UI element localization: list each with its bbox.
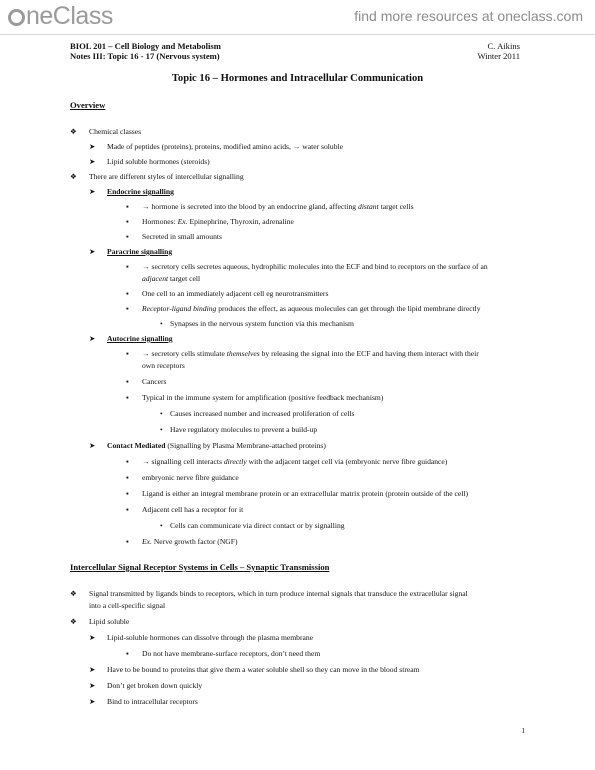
list-item: Signal transmitted by ligands binds to receptors, which in turn produce internal signals that transduce the extracellular signal: [89, 589, 468, 598]
list-item: Hormones: Ex. Epinephrine, Thyroxin, adrenaline: [142, 217, 294, 226]
subheading-contact: Contact Mediated (Signalling by Plasma Membrane-attached proteins): [107, 441, 326, 450]
page-number: 1: [521, 726, 525, 735]
list-item: embryonic nerve fibre guidance: [142, 473, 239, 482]
diamond-bullet-icon: ❖: [70, 617, 77, 626]
list-item: Typical in the immune system for amplification (positive feedback mechanism): [142, 393, 384, 402]
square-bullet-icon: ▪: [126, 289, 129, 298]
list-item: Have to be bound to proteins that give them a water soluble shell so they can move in the blood stream: [107, 665, 420, 674]
arrow-bullet-icon: ➤: [89, 633, 96, 642]
list-item: Adjacent cell has a receptor for it: [142, 505, 244, 514]
list-item: Causes increased number and increased proliferation of cells: [170, 409, 355, 418]
list-item: Lipid-soluble hormones can dissolve through the plasma membrane: [107, 633, 314, 642]
square-bullet-icon: ▪: [126, 473, 129, 482]
dot-bullet-icon: •: [160, 425, 163, 434]
list-item: → hormone is secreted into the blood by an endocrine gland, affecting distant target cells: [142, 202, 414, 211]
list-item-continuation: adjacent target cell: [142, 274, 201, 283]
list-item: Ligand is either an integral membrane protein or an extracellular matrix protein (protein outside of the cell): [142, 489, 468, 498]
square-bullet-icon: ▪: [126, 262, 129, 271]
dot-bullet-icon: •: [160, 409, 163, 418]
page-title: Topic 16 – Hormones and Intracellular Communication: [171, 73, 424, 84]
dot-bullet-icon: •: [160, 521, 163, 530]
section-heading-receptor-systems: Intercellular Signal Receptor Systems in Cells – Synaptic Transmission: [70, 562, 330, 572]
square-bullet-icon: ▪: [126, 304, 129, 313]
list-item: Lipid soluble: [89, 617, 130, 626]
list-item: One cell to an immediately adjacent cell eg neurotransmitters: [142, 289, 329, 298]
list-item: Have regulatory molecules to prevent a build-up: [170, 425, 318, 434]
list-item: Made of peptides (proteins), proteins, modified amino acids, → water soluble: [107, 142, 343, 151]
list-item: Synapses in the nervous system function via this mechanism: [170, 319, 354, 328]
list-item-continuation: own receptors: [142, 361, 185, 370]
square-bullet-icon: ▪: [126, 202, 129, 211]
site-header-bar: [0, 0, 595, 35]
arrow-bullet-icon: ➤: [89, 697, 96, 706]
arrow-bullet-icon: ➤: [89, 681, 96, 690]
square-bullet-icon: ▪: [126, 349, 129, 358]
arrow-bullet-icon: ➤: [89, 441, 96, 450]
course-title: BIOL 201 – Cell Biology and Metabolism: [70, 41, 221, 51]
list-item: Lipid soluble hormones (steroids): [107, 157, 210, 166]
subheading-paracrine: Paracrine signalling: [107, 247, 173, 256]
subheading-autocrine: Autocrine signalling: [107, 334, 173, 343]
subheading-endocrine: Endocrine signalling: [107, 187, 174, 196]
list-item: Secreted in small amounts: [142, 232, 222, 241]
list-item: Cancers: [142, 377, 167, 386]
list-item: → signalling cell interacts directly with the adjacent target cell via (embryonic nerve fibre guidance): [142, 457, 448, 466]
list-item: Cells can communicate via direct contact or by signalling: [170, 521, 345, 530]
list-item: There are different styles of intercellular signalling: [89, 172, 244, 181]
square-bullet-icon: ▪: [126, 377, 129, 386]
list-item: Receptor-ligand binding produces the effect, as aqueous molecules can get through the lipid membrane directly: [142, 304, 481, 313]
square-bullet-icon: ▪: [126, 489, 129, 498]
list-item-continuation: into a cell-specific signal: [89, 601, 166, 610]
square-bullet-icon: ▪: [126, 649, 129, 658]
square-bullet-icon: ▪: [126, 393, 129, 402]
resources-link[interactable]: find more resources at oneclass.com: [354, 8, 583, 24]
square-bullet-icon: ▪: [126, 217, 129, 226]
list-item: → secretory cells secretes aqueous, hydrophilic molecules into the ECF and bind to receptors on the surface of an: [142, 262, 488, 271]
square-bullet-icon: ▪: [126, 457, 129, 466]
arrow-bullet-icon: ➤: [89, 665, 96, 674]
arrow-bullet-icon: ➤: [89, 157, 96, 166]
arrow-bullet-icon: ➤: [89, 334, 96, 343]
instructor-name: C. Aikins: [487, 41, 520, 51]
list-item: Bind to intracellular receptors: [107, 697, 198, 706]
term-label: Winter 2011: [477, 51, 520, 61]
arrow-bullet-icon: ➤: [89, 247, 96, 256]
list-item: Do not have membrane-surface receptors, don’t need them: [142, 649, 321, 658]
list-item: Don’t get broken down quickly: [107, 681, 203, 690]
logo-text: neClass: [26, 2, 113, 30]
diamond-bullet-icon: ❖: [70, 172, 77, 181]
notes-title: Notes III: Topic 16 - 17 (Nervous system): [70, 51, 220, 61]
list-item: Chemical classes: [89, 127, 142, 136]
oneclass-logo[interactable]: [8, 2, 113, 31]
diamond-bullet-icon: ❖: [70, 589, 77, 598]
square-bullet-icon: ▪: [126, 232, 129, 241]
arrow-bullet-icon: ➤: [89, 142, 96, 151]
logo-o-icon: [8, 9, 25, 26]
list-item: Ex. Nerve growth factor (NGF): [142, 537, 238, 546]
list-item: → secretory cells stimulate themselves by releasing the signal into the ECF and having them interact with their: [142, 349, 479, 358]
arrow-bullet-icon: ➤: [89, 187, 96, 196]
dot-bullet-icon: •: [160, 319, 163, 328]
section-heading-overview: Overview: [70, 100, 106, 110]
square-bullet-icon: ▪: [126, 537, 129, 546]
square-bullet-icon: ▪: [126, 505, 129, 514]
diamond-bullet-icon: ❖: [70, 127, 77, 136]
